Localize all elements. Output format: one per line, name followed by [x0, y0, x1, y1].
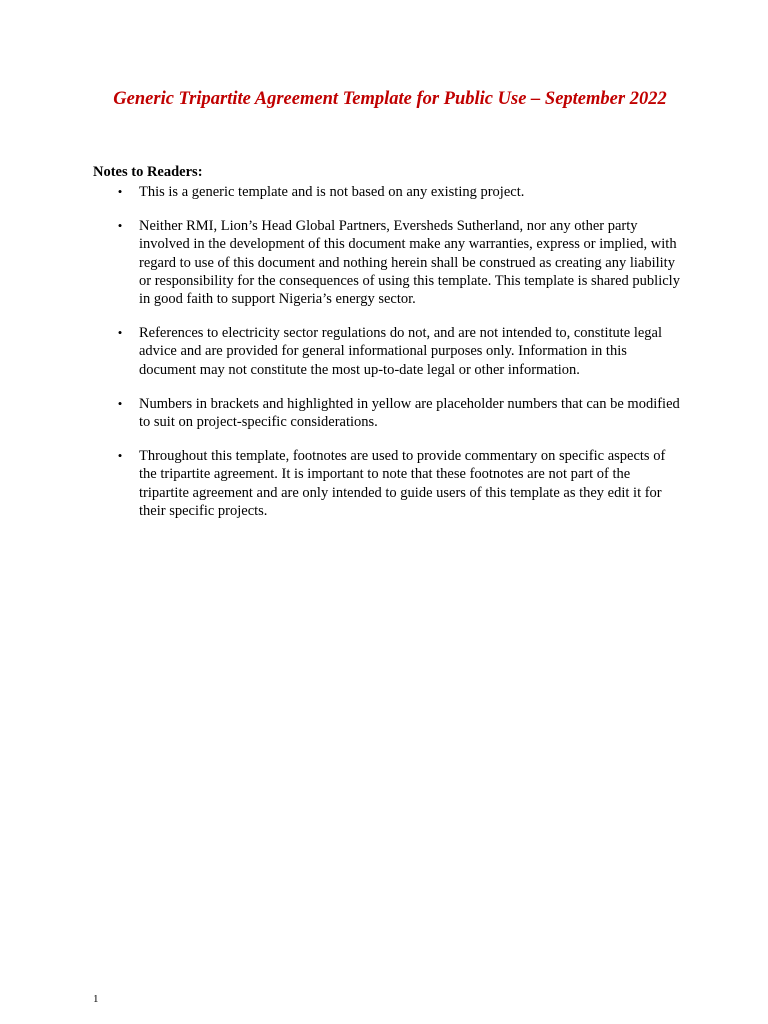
notes-list	[93, 183, 683, 536]
list-item	[93, 324, 683, 379]
page-number: 1	[93, 993, 99, 1005]
bullet-icon: •	[117, 325, 123, 341]
bullet-icon: •	[117, 448, 123, 464]
note-text: Numbers in brackets and highlighted in yellow are placeholder numbers that can be modified to suit on project-specific considerations.	[139, 395, 680, 431]
notes-heading: Notes to Readers:	[93, 164, 203, 180]
list-item	[93, 395, 683, 431]
note-text: This is a generic template and is not based on any existing project.	[139, 184, 525, 200]
list-item	[93, 217, 683, 308]
bullet-icon: •	[117, 218, 123, 234]
bullet-icon: •	[117, 184, 123, 199]
note-text: References to electricity sector regulations do not, and are not intended to, constitute legal advice and are provided for general informational purposes only. Information in this document may not constitute the most up-to-date legal or other information.	[139, 325, 663, 378]
bullet-icon: •	[117, 395, 123, 411]
list-item	[93, 183, 683, 201]
list-item	[93, 447, 683, 520]
document-title: Generic Tripartite Agreement Template for Public Use – September 2022	[113, 89, 667, 109]
note-text: Throughout this template, footnotes are used to provide commentary on specific aspects of the tripartite agreement. It is important to note that these footnotes are not part of the tripartite agreement and are only intended to guide users of this template as they edit it for their specific projects.	[139, 448, 666, 519]
note-text: Neither RMI, Lion’s Head Global Partners, Eversheds Sutherland, nor any other party involved in the development of this document make any warranties, express or implied, with regard to use of this document and nothing herein shall be construed as creating any liability or responsibility for the consequences of using this template. This template is shared publicly in good faith to support Nigeria’s energy sector.	[139, 218, 680, 308]
